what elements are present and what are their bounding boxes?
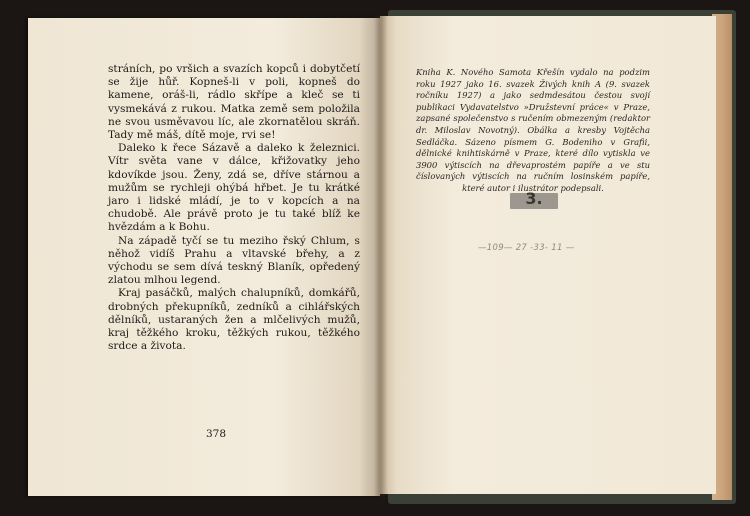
colophon <box>416 67 650 195</box>
paragraph: Daleko k řece Sázavě a daleko k železnici. Vítr světa vane v dálce, křižovatky jeho kdovíkde jsou. Ženy, zdá se, dříve stárnou a mužům se rychleji ohýbá hřbet. Je tu krátké jaro i lidské mládí, je to v kopcích a na chudobě. Ale právě proto je tu také blíž ke hvězdám a k Bohu. <box>108 142 360 234</box>
left-page-text <box>108 63 360 353</box>
page-number: 378 <box>205 428 227 440</box>
paragraph: Na západě tyčí se tu meziho řský Chlum, s něhož vidíš Prahu a vltavské břehy, a z východu se sem dívá teskný Blaník, opředený zlatou mlhou legend. <box>108 234 360 287</box>
paragraph: Kraj pasáčků, malých chalupníků, domkářů, drobných překupníků, zedníků a cihlářských dělníků, ustaraných žen a mlčelivých mužů, kraj těžkého kroku, těžkých rukou, těžkého srdce a života. <box>108 287 360 353</box>
stamp-number: 3. <box>525 189 543 208</box>
paragraph: stráních, po vršich a svazích kopců i dobytčetí se žije hůř. Kopneš-li v poli, kopneš do kamene, oráš-li, rádlo skřípe a kleč se ti vysmekává z rukou. Matka země sem položila ne svou usměvavou líc, ale zkornatělou skráň. Tady mě máš, dítě moje, rvi se! <box>108 63 360 142</box>
book-gutter <box>374 16 388 496</box>
pencil-annotation: —109— 27 -33- 11 — <box>478 243 575 253</box>
colophon-text: Kniha K. Nového Samota Křešín vydalo na podzim roku 1927 jako 16. svazek Živých knih A (9. svazek ročníku 1927) a jako sedmdesátou čestou svojí publikaci Vydavatelstvo »Družstevní práce« v Praze, zapsané společenstvo s ručením obmezeným (redaktor dr. Miloslav Novotný). Obálka a kresby Vojtěcha Sedláčka. Sázeno písmem G. Bodeniho v Grafii, dělnické knihtiskárně v Praze, které dílo vytiskla ve 3900 výtiscích na dřevaprostém papíře a ve stu číslovaných výtiscích na ručním losinském papíře, které autor i ilustrátor podepsali. <box>416 67 650 193</box>
